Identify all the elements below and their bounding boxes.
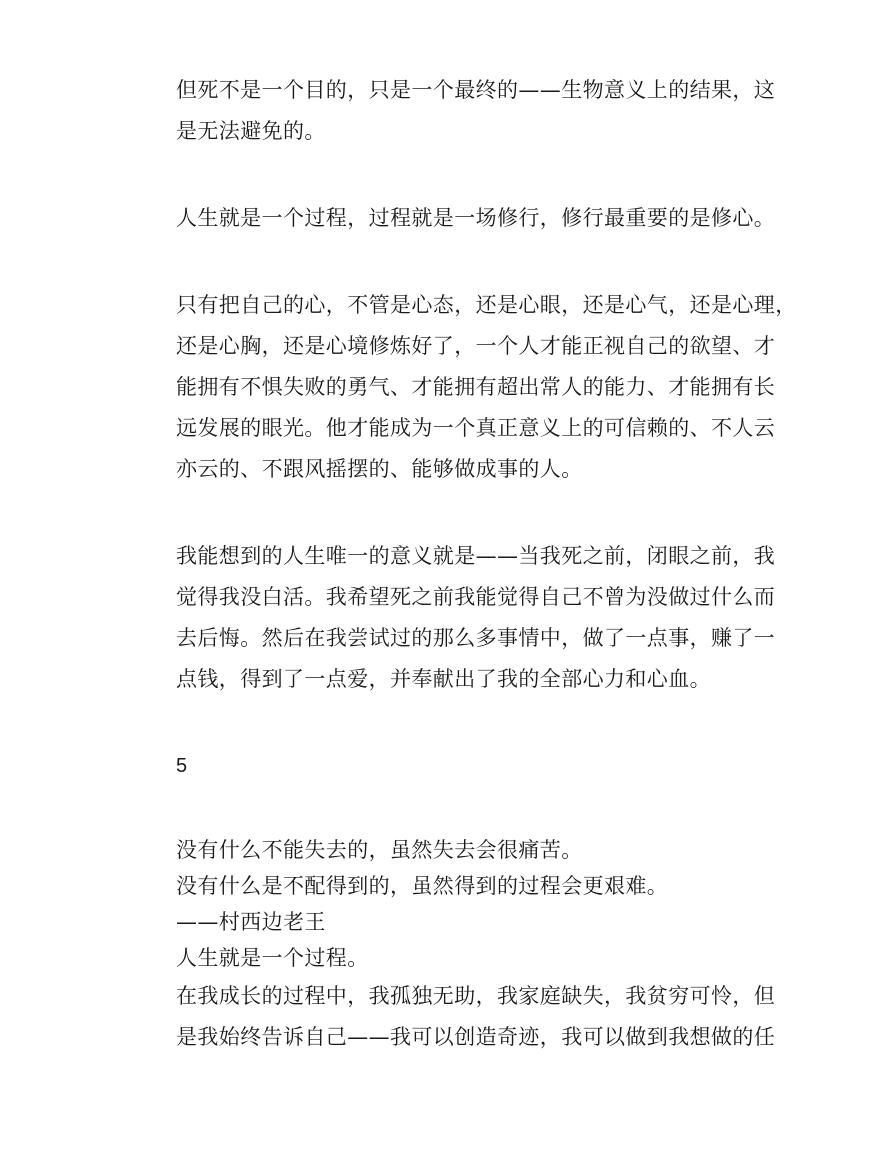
text-line: 是我始终告诉自己——我可以创造奇迹，我可以做到我想做的任 (176, 1025, 776, 1049)
text-line: 但死不是一个目的，只是一个最终的——生物意义上的结果，这 (176, 78, 776, 102)
text-line: 我能想到的人生唯一的意义就是——当我死之前，闭眼之前，我 (176, 544, 776, 568)
quote-block (176, 832, 792, 976)
text-line: 觉得我没白活。我希望死之前我能觉得自己不曾为没做过什么而 (176, 585, 776, 609)
paragraph-gap (176, 700, 792, 746)
paragraph-4 (176, 536, 792, 700)
section-number: 5 (176, 755, 188, 777)
text-line: 人生就是一个过程，过程就是一场修行，修行最重要的是修心。 (176, 206, 776, 230)
final-paragraph (176, 976, 792, 1058)
quote-attribution: ——村西边老王 (176, 910, 326, 934)
paragraph-2 (176, 198, 792, 239)
paragraph-gap (176, 786, 792, 832)
text-line: 点钱，得到了一点爱，并奉献出了我的全部心力和心血。 (176, 667, 711, 691)
text-line: 去后悔。然后在我尝试过的那么多事情中，做了一点事，赚了一 (176, 626, 776, 650)
paragraph-gap (176, 152, 792, 198)
document-page (176, 70, 797, 1058)
text-line: 远发展的眼光。他才能成为一个真正意义上的可信赖的、不人云 (176, 416, 776, 440)
text-line: 只有把自己的心，不管是心态，还是心眼，还是心气，还是心理， (176, 293, 797, 317)
text-line: 在我成长的过程中，我孤独无助，我家庭缺失，我贫穷可怜，但 (176, 984, 776, 1008)
paragraph-1 (176, 70, 792, 152)
quote-line: 人生就是一个过程。 (176, 946, 369, 970)
text-line: 是无法避免的。 (176, 119, 326, 143)
paragraph-gap (176, 490, 792, 536)
text-line: 还是心胸，还是心境修炼好了，一个人才能正视自己的欲望、才 (176, 334, 776, 358)
quote-line: 没有什么不能失去的，虽然失去会很痛苦。 (176, 838, 583, 862)
quote-line: 没有什么是不配得到的，虽然得到的过程会更艰难。 (176, 874, 669, 898)
text-line: 亦云的、不跟风摇摆的、能够做成事的人。 (176, 457, 583, 481)
paragraph-3 (176, 285, 797, 490)
paragraph-gap (176, 239, 792, 285)
text-line: 能拥有不惧失败的勇气、才能拥有超出常人的能力、才能拥有长 (176, 375, 776, 399)
